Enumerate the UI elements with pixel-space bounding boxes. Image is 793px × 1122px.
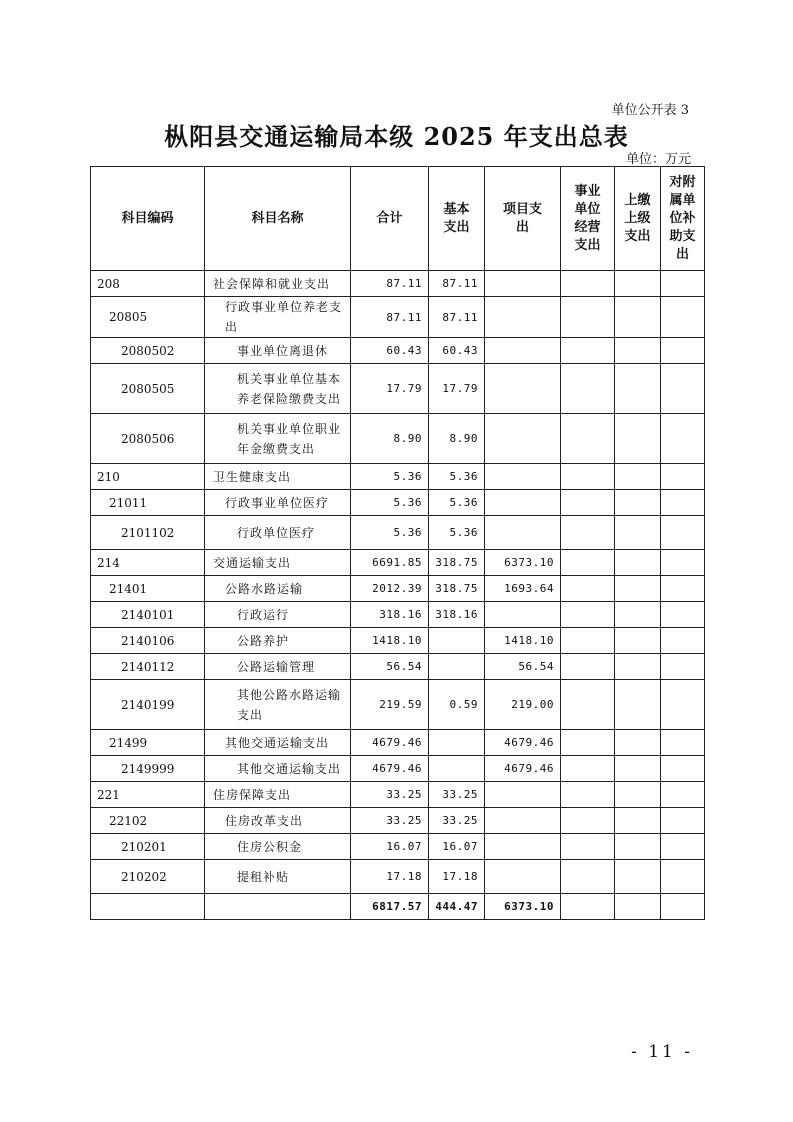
table-row [91, 550, 705, 576]
basic-cell [429, 654, 485, 680]
code-cell: 208 [91, 271, 205, 297]
total-cell: 8.90 [351, 414, 429, 464]
code-cell: 2140106 [91, 628, 205, 654]
basic-cell: 87.11 [429, 271, 485, 297]
table-row [91, 464, 705, 490]
name-cell: 其他交通运输支出 [205, 756, 351, 782]
subsidy-cell [661, 808, 705, 834]
table-row [91, 834, 705, 860]
business-cell [561, 414, 615, 464]
name-cell: 机关事业单位基本养老保险缴费支出 [205, 364, 351, 414]
table-row [91, 490, 705, 516]
code-cell: 2140199 [91, 680, 205, 730]
project-cell [485, 338, 561, 364]
subsidy-cell [661, 834, 705, 860]
business-cell [561, 490, 615, 516]
page-title: 枞阳县交通运输局本级 2025 年支出总表 [164, 122, 629, 151]
total-cell: 6691.85 [351, 550, 429, 576]
name-cell: 提租补贴 [205, 860, 351, 894]
basic-cell: 0.59 [429, 680, 485, 730]
remit-cell [615, 490, 661, 516]
name-cell: 其他交通运输支出 [205, 730, 351, 756]
subsidy-cell [661, 602, 705, 628]
name-cell: 住房保障支出 [205, 782, 351, 808]
expenditure-table [90, 166, 705, 920]
subsidy-cell [661, 271, 705, 297]
total-cell: 16.07 [351, 834, 429, 860]
business-cell [561, 338, 615, 364]
remit-cell [615, 464, 661, 490]
name-cell: 公路运输管理 [205, 654, 351, 680]
subsidy-cell [661, 338, 705, 364]
header-code: 科目编码 [91, 167, 205, 271]
subsidy-cell [661, 464, 705, 490]
remit-cell [615, 782, 661, 808]
total-cell: 56.54 [351, 654, 429, 680]
subsidy-cell [661, 680, 705, 730]
remit-cell [615, 834, 661, 860]
code-cell: 21011 [91, 490, 205, 516]
code-cell: 214 [91, 550, 205, 576]
remit-cell [615, 860, 661, 894]
total-name-cell [205, 894, 351, 920]
business-cell [561, 516, 615, 550]
header-total: 合计 [351, 167, 429, 271]
remit-cell [615, 576, 661, 602]
code-cell: 2140112 [91, 654, 205, 680]
project-cell [485, 808, 561, 834]
code-cell: 2140101 [91, 602, 205, 628]
project-cell [485, 782, 561, 808]
basic-cell: 318.75 [429, 576, 485, 602]
basic-cell: 5.36 [429, 490, 485, 516]
table-row [91, 271, 705, 297]
code-cell: 210201 [91, 834, 205, 860]
project-cell [485, 297, 561, 338]
basic-cell: 17.79 [429, 364, 485, 414]
table-row [91, 602, 705, 628]
subsidy-cell [661, 730, 705, 756]
remit-cell [615, 414, 661, 464]
remit-cell [615, 628, 661, 654]
name-cell: 卫生健康支出 [205, 464, 351, 490]
project-cell: 56.54 [485, 654, 561, 680]
code-cell: 2080506 [91, 414, 205, 464]
code-cell: 210 [91, 464, 205, 490]
total-cell: 5.36 [351, 516, 429, 550]
table-row [91, 654, 705, 680]
unit-label: 单位：万元 [625, 152, 691, 167]
subsidy-cell [661, 364, 705, 414]
total-cell: 4679.46 [351, 756, 429, 782]
basic-cell: 318.75 [429, 550, 485, 576]
project-cell: 6373.10 [485, 550, 561, 576]
total-cell: 33.25 [351, 808, 429, 834]
business-cell [561, 808, 615, 834]
table-row [91, 364, 705, 414]
project-cell: 1418.10 [485, 628, 561, 654]
project-cell [485, 364, 561, 414]
name-cell: 社会保障和就业支出 [205, 271, 351, 297]
code-cell: 210202 [91, 860, 205, 894]
basic-cell [429, 730, 485, 756]
business-cell [561, 782, 615, 808]
header-project: 项目支 出 [485, 167, 561, 271]
total-remit [615, 894, 661, 920]
remit-cell [615, 271, 661, 297]
project-cell: 4679.46 [485, 756, 561, 782]
name-cell: 行政运行 [205, 602, 351, 628]
remit-cell [615, 364, 661, 414]
code-cell: 2080505 [91, 364, 205, 414]
basic-cell: 87.11 [429, 297, 485, 338]
project-cell: 219.00 [485, 680, 561, 730]
total-cell: 5.36 [351, 490, 429, 516]
total-basic: 444.47 [429, 894, 485, 920]
table-row [91, 516, 705, 550]
total-cell: 4679.46 [351, 730, 429, 756]
name-cell: 机关事业单位职业年金缴费支出 [205, 414, 351, 464]
header-remit: 上缴 上级 支出 [615, 167, 661, 271]
business-cell [561, 297, 615, 338]
project-cell: 4679.46 [485, 730, 561, 756]
basic-cell: 318.16 [429, 602, 485, 628]
basic-cell: 16.07 [429, 834, 485, 860]
basic-cell: 60.43 [429, 338, 485, 364]
name-cell: 住房公积金 [205, 834, 351, 860]
total-cell: 219.59 [351, 680, 429, 730]
project-cell: 1693.64 [485, 576, 561, 602]
subsidy-cell [661, 516, 705, 550]
business-cell [561, 654, 615, 680]
subsidy-cell [661, 490, 705, 516]
code-cell: 2101102 [91, 516, 205, 550]
total-cell: 87.11 [351, 297, 429, 338]
business-cell [561, 464, 615, 490]
project-cell [485, 414, 561, 464]
remit-cell [615, 808, 661, 834]
basic-cell [429, 756, 485, 782]
total-row [91, 894, 705, 920]
table-row [91, 576, 705, 602]
total-cell: 1418.10 [351, 628, 429, 654]
project-cell [485, 602, 561, 628]
total-cell: 33.25 [351, 782, 429, 808]
project-cell [485, 834, 561, 860]
project-cell [485, 860, 561, 894]
code-cell: 2080502 [91, 338, 205, 364]
name-cell: 住房改革支出 [205, 808, 351, 834]
total-cell: 17.18 [351, 860, 429, 894]
business-cell [561, 602, 615, 628]
name-cell: 交通运输支出 [205, 550, 351, 576]
subsidy-cell [661, 654, 705, 680]
remit-cell [615, 680, 661, 730]
total-cell: 17.79 [351, 364, 429, 414]
header-name: 科目名称 [205, 167, 351, 271]
name-cell: 行政事业单位养老支出 [205, 297, 351, 338]
remit-cell [615, 550, 661, 576]
header-basic: 基本 支出 [429, 167, 485, 271]
subsidy-cell [661, 628, 705, 654]
remit-cell [615, 516, 661, 550]
subsidy-cell [661, 860, 705, 894]
total-subsidy [661, 894, 705, 920]
business-cell [561, 834, 615, 860]
code-cell: 221 [91, 782, 205, 808]
table-row [91, 628, 705, 654]
total-code-cell [91, 894, 205, 920]
business-cell [561, 680, 615, 730]
header-row [91, 167, 705, 271]
table-row [91, 860, 705, 894]
total-cell: 2012.39 [351, 576, 429, 602]
remit-cell [615, 730, 661, 756]
total-cell: 5.36 [351, 464, 429, 490]
table-row [91, 782, 705, 808]
code-cell: 20805 [91, 297, 205, 338]
total-sum: 6817.57 [351, 894, 429, 920]
subsidy-cell [661, 756, 705, 782]
business-cell [561, 550, 615, 576]
name-cell: 事业单位离退休 [205, 338, 351, 364]
basic-cell: 33.25 [429, 782, 485, 808]
table-row [91, 756, 705, 782]
business-cell [561, 730, 615, 756]
basic-cell [429, 628, 485, 654]
basic-cell: 17.18 [429, 860, 485, 894]
business-cell [561, 628, 615, 654]
basic-cell: 5.36 [429, 464, 485, 490]
subsidy-cell [661, 576, 705, 602]
table-row [91, 297, 705, 338]
code-cell: 21401 [91, 576, 205, 602]
subsidy-cell [661, 414, 705, 464]
remit-cell [615, 654, 661, 680]
project-cell [485, 271, 561, 297]
table-row [91, 338, 705, 364]
name-cell: 其他公路水路运输支出 [205, 680, 351, 730]
business-cell [561, 364, 615, 414]
header-subsidy: 对附 属单 位补 助支 出 [661, 167, 705, 271]
table-row [91, 680, 705, 730]
remit-cell [615, 756, 661, 782]
project-cell [485, 516, 561, 550]
basic-cell: 8.90 [429, 414, 485, 464]
header-business: 事业 单位 经营 支出 [561, 167, 615, 271]
basic-cell: 33.25 [429, 808, 485, 834]
total-business [561, 894, 615, 920]
remit-cell [615, 297, 661, 338]
project-cell [485, 490, 561, 516]
name-cell: 公路养护 [205, 628, 351, 654]
table-row [91, 808, 705, 834]
total-cell: 60.43 [351, 338, 429, 364]
page-number: - 11 - [631, 1042, 693, 1062]
total-cell: 87.11 [351, 271, 429, 297]
table-row [91, 414, 705, 464]
remit-cell [615, 602, 661, 628]
total-project: 6373.10 [485, 894, 561, 920]
name-cell: 行政事业单位医疗 [205, 490, 351, 516]
code-cell: 21499 [91, 730, 205, 756]
code-cell: 2149999 [91, 756, 205, 782]
subsidy-cell [661, 297, 705, 338]
business-cell [561, 860, 615, 894]
total-cell: 318.16 [351, 602, 429, 628]
business-cell [561, 576, 615, 602]
code-cell: 22102 [91, 808, 205, 834]
subsidy-cell [661, 782, 705, 808]
business-cell [561, 271, 615, 297]
table-number-note: 单位公开表 3 [611, 103, 689, 118]
remit-cell [615, 338, 661, 364]
project-cell [485, 464, 561, 490]
table-row [91, 730, 705, 756]
name-cell: 行政单位医疗 [205, 516, 351, 550]
name-cell: 公路水路运输 [205, 576, 351, 602]
business-cell [561, 756, 615, 782]
basic-cell: 5.36 [429, 516, 485, 550]
subsidy-cell [661, 550, 705, 576]
